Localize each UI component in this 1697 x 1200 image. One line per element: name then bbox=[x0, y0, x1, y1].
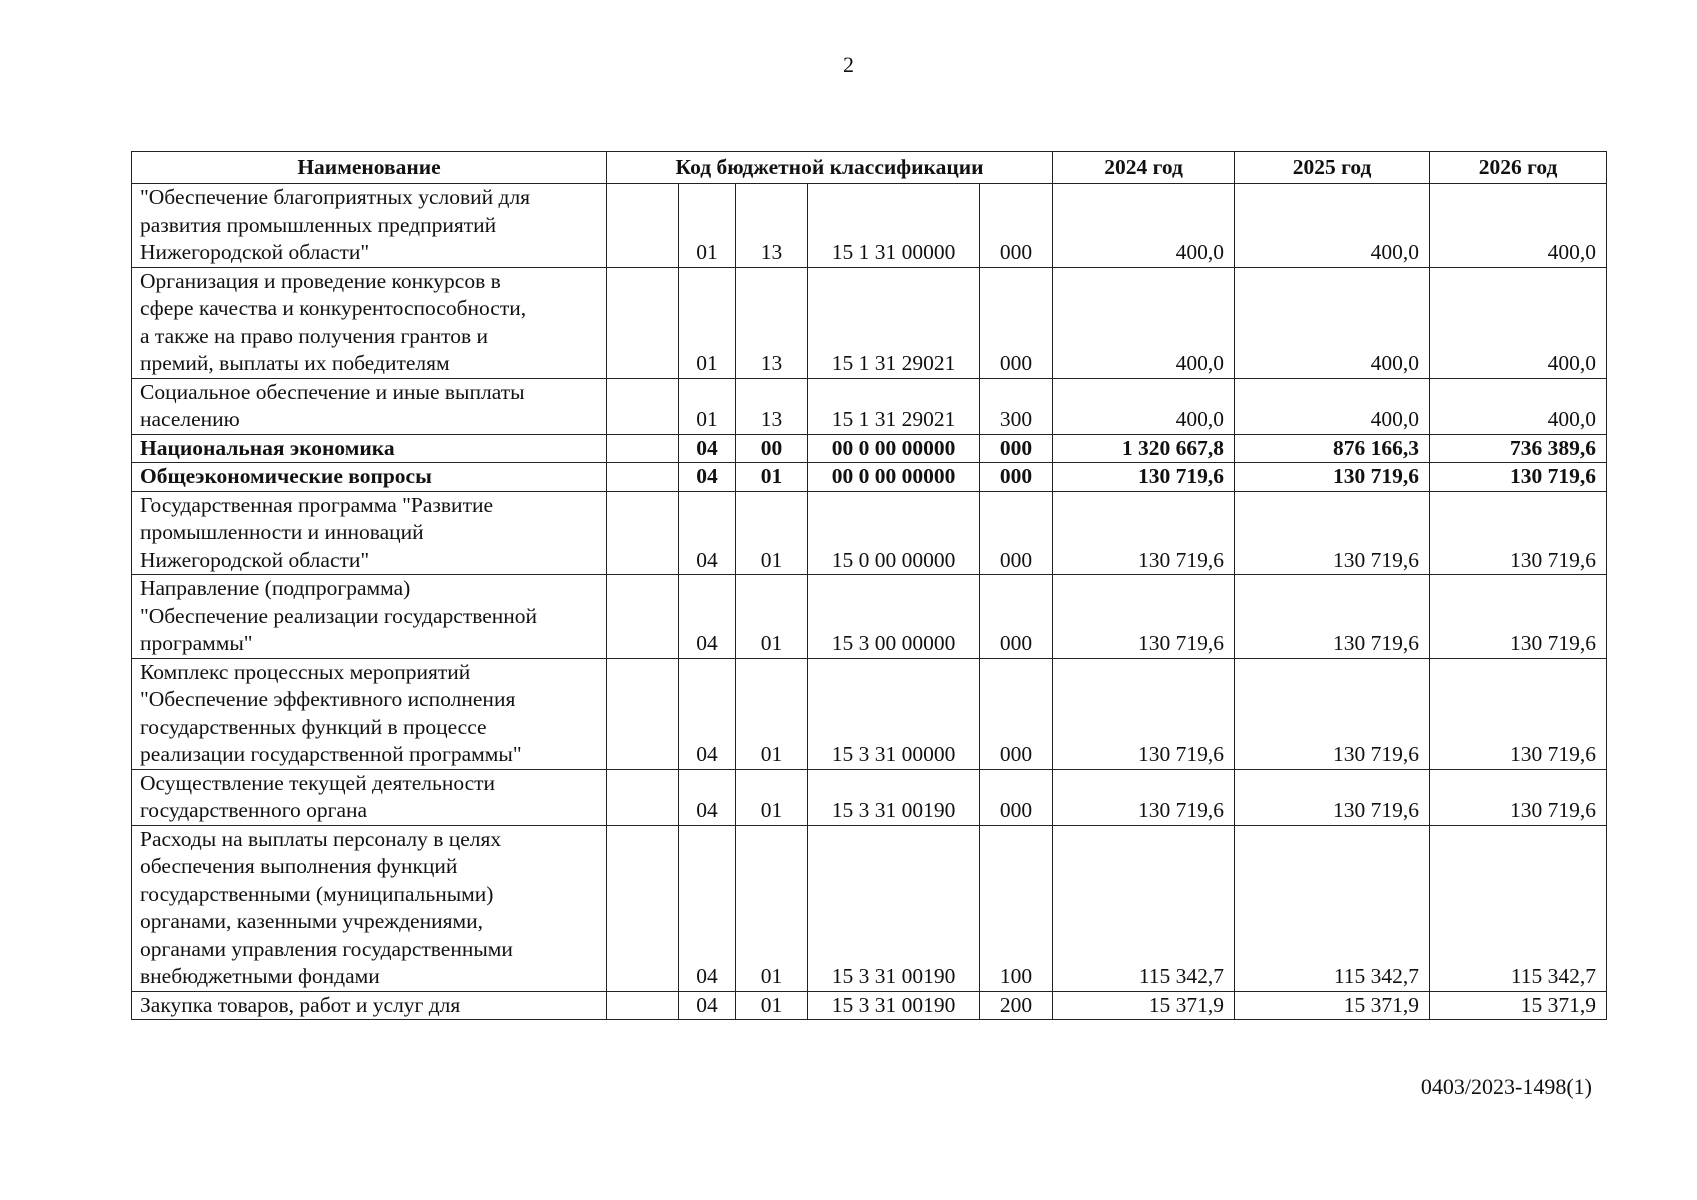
cell-name: Государственная программа "Развитие промышленности и инноваций Нижегородской области" bbox=[132, 491, 607, 575]
table-row bbox=[132, 267, 1607, 378]
cell-subsection: 01 bbox=[736, 825, 808, 991]
cell-section: 04 bbox=[679, 491, 736, 575]
cell-subsection: 01 bbox=[736, 463, 808, 492]
cell-amount-2026: 736 389,6 bbox=[1430, 434, 1607, 463]
cell-section: 04 bbox=[679, 658, 736, 769]
cell-amount-2025: 400,0 bbox=[1235, 184, 1430, 268]
cell-section: 04 bbox=[679, 991, 736, 1020]
cell-subsection: 13 bbox=[736, 267, 808, 378]
cell-amount-2024: 115 342,7 bbox=[1053, 825, 1235, 991]
header-budget-code: Код бюджетной классификации bbox=[607, 152, 1053, 184]
table-header-row bbox=[132, 152, 1607, 184]
cell-amount-2026: 400,0 bbox=[1430, 184, 1607, 268]
cell-amount-2025: 876 166,3 bbox=[1235, 434, 1430, 463]
cell-target-article: 15 3 00 00000 bbox=[808, 575, 980, 659]
cell-subsection: 01 bbox=[736, 991, 808, 1020]
cell-target-article: 15 1 31 29021 bbox=[808, 378, 980, 434]
cell-code-blank bbox=[607, 658, 679, 769]
table-row bbox=[132, 658, 1607, 769]
table-row bbox=[132, 378, 1607, 434]
cell-subsection: 01 bbox=[736, 575, 808, 659]
cell-subsection: 13 bbox=[736, 184, 808, 268]
cell-amount-2025: 15 371,9 bbox=[1235, 991, 1430, 1020]
cell-section: 04 bbox=[679, 434, 736, 463]
cell-amount-2024: 15 371,9 bbox=[1053, 991, 1235, 1020]
cell-amount-2024: 400,0 bbox=[1053, 378, 1235, 434]
cell-amount-2025: 115 342,7 bbox=[1235, 825, 1430, 991]
header-2026: 2026 год bbox=[1430, 152, 1607, 184]
cell-amount-2025: 130 719,6 bbox=[1235, 463, 1430, 492]
cell-subsection: 13 bbox=[736, 378, 808, 434]
cell-section: 04 bbox=[679, 575, 736, 659]
cell-expense-type: 100 bbox=[980, 825, 1053, 991]
cell-expense-type: 300 bbox=[980, 378, 1053, 434]
cell-code-blank bbox=[607, 463, 679, 492]
table-row bbox=[132, 825, 1607, 991]
budget-table bbox=[131, 151, 1607, 1020]
cell-amount-2024: 130 719,6 bbox=[1053, 658, 1235, 769]
cell-expense-type: 000 bbox=[980, 434, 1053, 463]
cell-section: 01 bbox=[679, 378, 736, 434]
cell-amount-2024: 400,0 bbox=[1053, 267, 1235, 378]
cell-amount-2024: 1 320 667,8 bbox=[1053, 434, 1235, 463]
table-row bbox=[132, 769, 1607, 825]
cell-amount-2025: 130 719,6 bbox=[1235, 769, 1430, 825]
cell-target-article: 15 3 31 00190 bbox=[808, 769, 980, 825]
cell-expense-type: 000 bbox=[980, 267, 1053, 378]
cell-section: 01 bbox=[679, 267, 736, 378]
cell-expense-type: 000 bbox=[980, 184, 1053, 268]
cell-expense-type: 200 bbox=[980, 991, 1053, 1020]
header-2024: 2024 год bbox=[1053, 152, 1235, 184]
cell-name: Направление (подпрограмма) "Обеспечение реализации государственной программы" bbox=[132, 575, 607, 659]
cell-amount-2026: 130 719,6 bbox=[1430, 491, 1607, 575]
cell-target-article: 15 0 00 00000 bbox=[808, 491, 980, 575]
cell-subsection: 00 bbox=[736, 434, 808, 463]
cell-amount-2026: 400,0 bbox=[1430, 267, 1607, 378]
cell-section: 01 bbox=[679, 184, 736, 268]
cell-amount-2026: 130 719,6 bbox=[1430, 575, 1607, 659]
table-row bbox=[132, 991, 1607, 1020]
cell-code-blank bbox=[607, 184, 679, 268]
cell-target-article: 15 1 31 29021 bbox=[808, 267, 980, 378]
cell-amount-2025: 400,0 bbox=[1235, 378, 1430, 434]
cell-code-blank bbox=[607, 378, 679, 434]
cell-amount-2026: 130 719,6 bbox=[1430, 658, 1607, 769]
cell-name: Расходы на выплаты персоналу в целях обеспечения выполнения функций государственными (муниципальными) органами, казенными учреждениями, органами управления государственными внебюджетными фондами bbox=[132, 825, 607, 991]
cell-target-article: 15 1 31 00000 bbox=[808, 184, 980, 268]
cell-amount-2025: 400,0 bbox=[1235, 267, 1430, 378]
table-row bbox=[132, 434, 1607, 463]
cell-code-blank bbox=[607, 825, 679, 991]
cell-subsection: 01 bbox=[736, 491, 808, 575]
cell-code-blank bbox=[607, 267, 679, 378]
cell-amount-2026: 15 371,9 bbox=[1430, 991, 1607, 1020]
cell-code-blank bbox=[607, 491, 679, 575]
cell-expense-type: 000 bbox=[980, 463, 1053, 492]
cell-expense-type: 000 bbox=[980, 769, 1053, 825]
cell-amount-2026: 400,0 bbox=[1430, 378, 1607, 434]
cell-amount-2024: 130 719,6 bbox=[1053, 491, 1235, 575]
cell-section: 04 bbox=[679, 825, 736, 991]
document-number: 0403/2023-1498(1) bbox=[1420, 1074, 1592, 1099]
cell-expense-type: 000 bbox=[980, 658, 1053, 769]
cell-amount-2026: 130 719,6 bbox=[1430, 769, 1607, 825]
table-row bbox=[132, 463, 1607, 492]
cell-amount-2025: 130 719,6 bbox=[1235, 491, 1430, 575]
cell-code-blank bbox=[607, 991, 679, 1020]
table-row bbox=[132, 575, 1607, 659]
cell-code-blank bbox=[607, 434, 679, 463]
cell-name: "Обеспечение благоприятных условий для развития промышленных предприятий Нижегородской области" bbox=[132, 184, 607, 268]
cell-target-article: 00 0 00 00000 bbox=[808, 434, 980, 463]
cell-subsection: 01 bbox=[736, 769, 808, 825]
cell-name: Закупка товаров, работ и услуг для bbox=[132, 991, 607, 1020]
cell-section: 04 bbox=[679, 769, 736, 825]
cell-amount-2024: 400,0 bbox=[1053, 184, 1235, 268]
cell-name: Организация и проведение конкурсов в сфере качества и конкурентоспособности, а также на право получения грантов и премий, выплаты их победителям bbox=[132, 267, 607, 378]
cell-expense-type: 000 bbox=[980, 491, 1053, 575]
cell-name: Комплекс процессных мероприятий "Обеспечение эффективного исполнения государственных функций в процессе реализации государственной программы" bbox=[132, 658, 607, 769]
cell-amount-2024: 130 719,6 bbox=[1053, 769, 1235, 825]
header-name: Наименование bbox=[132, 152, 607, 184]
cell-amount-2026: 130 719,6 bbox=[1430, 463, 1607, 492]
cell-code-blank bbox=[607, 575, 679, 659]
cell-amount-2024: 130 719,6 bbox=[1053, 575, 1235, 659]
cell-name: Общеэкономические вопросы bbox=[132, 463, 607, 492]
cell-code-blank bbox=[607, 769, 679, 825]
cell-target-article: 15 3 31 00190 bbox=[808, 825, 980, 991]
cell-name: Осуществление текущей деятельности государственного органа bbox=[132, 769, 607, 825]
cell-target-article: 15 3 31 00190 bbox=[808, 991, 980, 1020]
cell-amount-2025: 130 719,6 bbox=[1235, 658, 1430, 769]
cell-target-article: 15 3 31 00000 bbox=[808, 658, 980, 769]
table-row bbox=[132, 491, 1607, 575]
cell-section: 04 bbox=[679, 463, 736, 492]
table-row bbox=[132, 184, 1607, 268]
table-body bbox=[132, 184, 1607, 1020]
cell-amount-2024: 130 719,6 bbox=[1053, 463, 1235, 492]
cell-name: Национальная экономика bbox=[132, 434, 607, 463]
cell-target-article: 00 0 00 00000 bbox=[808, 463, 980, 492]
cell-expense-type: 000 bbox=[980, 575, 1053, 659]
header-2025: 2025 год bbox=[1235, 152, 1430, 184]
cell-amount-2026: 115 342,7 bbox=[1430, 825, 1607, 991]
page-number: 2 bbox=[843, 52, 854, 77]
cell-subsection: 01 bbox=[736, 658, 808, 769]
cell-amount-2025: 130 719,6 bbox=[1235, 575, 1430, 659]
cell-name: Социальное обеспечение и иные выплаты населению bbox=[132, 378, 607, 434]
